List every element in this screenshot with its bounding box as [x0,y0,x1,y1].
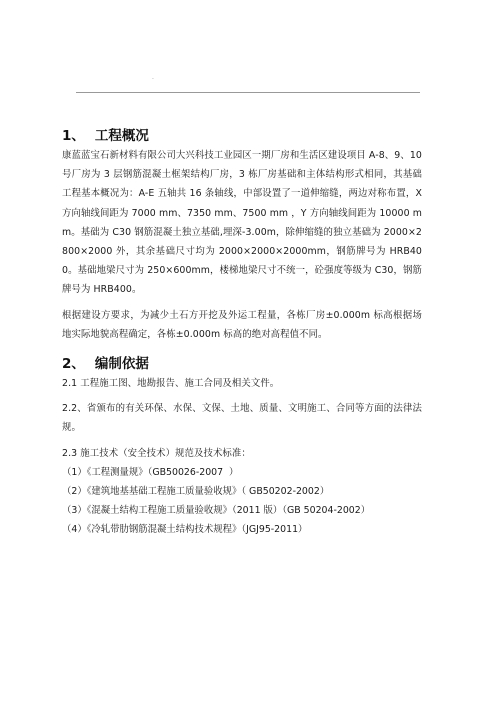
basis-item-2-3: 2.3 施工技术（安全技术）规范及技术标准： [62,447,251,459]
elevation-paragraph: 根据建设方要求，为减少土石方开挖及外运工程量，各栋厂房±0.000m 标高根据场地实际地貌高程确定，各栋±0.000m 标高的绝对高程值不同。 [62,309,422,340]
document-body [62,122,422,540]
section-1-number: 1、 [62,128,85,144]
section-1-title: 工程概况 [94,128,149,144]
project-overview-paragraph: 康蓝蓝宝石新材料有限公司大兴科技工业园区一期厂房和生活区建设项目 A-8、9、10 号厂房为 3 层钢筋混凝土框架结构厂房，3 栋厂房基础和主体结构形式相同，其基础工程基本概况为：A-E 五轴共 16 条轴线，中部设置了一道伸缩缝，两边对称布置，X 方向轴线间距为 7000 mm、7350 mm、7500 mm ，Y 方向轴线间距为 10000 mm。基础为 C30 钢筋混凝土独立基础,埋深-3.00m，除伸缩缝的独立基础为 2000×2800×2000 外，其余基础尺寸均为 2000×2000×2000mm，钢筋牌号为 HRB400。基础地梁尺寸为 250×600mm，楼梯地梁尺寸不统一，砼强度等级为 C30，钢筋牌号为 HRB400。 [62,150,422,296]
section-2-heading [62,354,422,374]
standard-item: （1）《工程测量规》（GB50026-2007 ） [62,466,239,478]
basis-item-2-2: 2.2、省颁布的有关环保、水保、文保、土地、质量、文明施工、合同等方面的法律法规。 [62,403,422,434]
section-1-heading [62,126,422,146]
standard-item: （2）《建筑地基基础工程施工质量验收规》（ GB50202-2002） [62,486,330,498]
header-dot: . [152,74,154,81]
section-2-number: 2、 [62,356,85,373]
basis-item-2-1: 2.1 工程施工图、地勘报告、施工合同及相关文件。 [62,378,280,390]
header-rule [76,92,420,93]
standard-item: （3）《混凝土结构工程施工质量验收规》（2011 版）（GB 50204-2002） [62,505,371,517]
section-2-title: 编制依据 [94,356,149,373]
standard-item: （4）《冷轧带肋钢筋混凝土结构技术规程》（JGJ95-2011） [62,524,308,536]
